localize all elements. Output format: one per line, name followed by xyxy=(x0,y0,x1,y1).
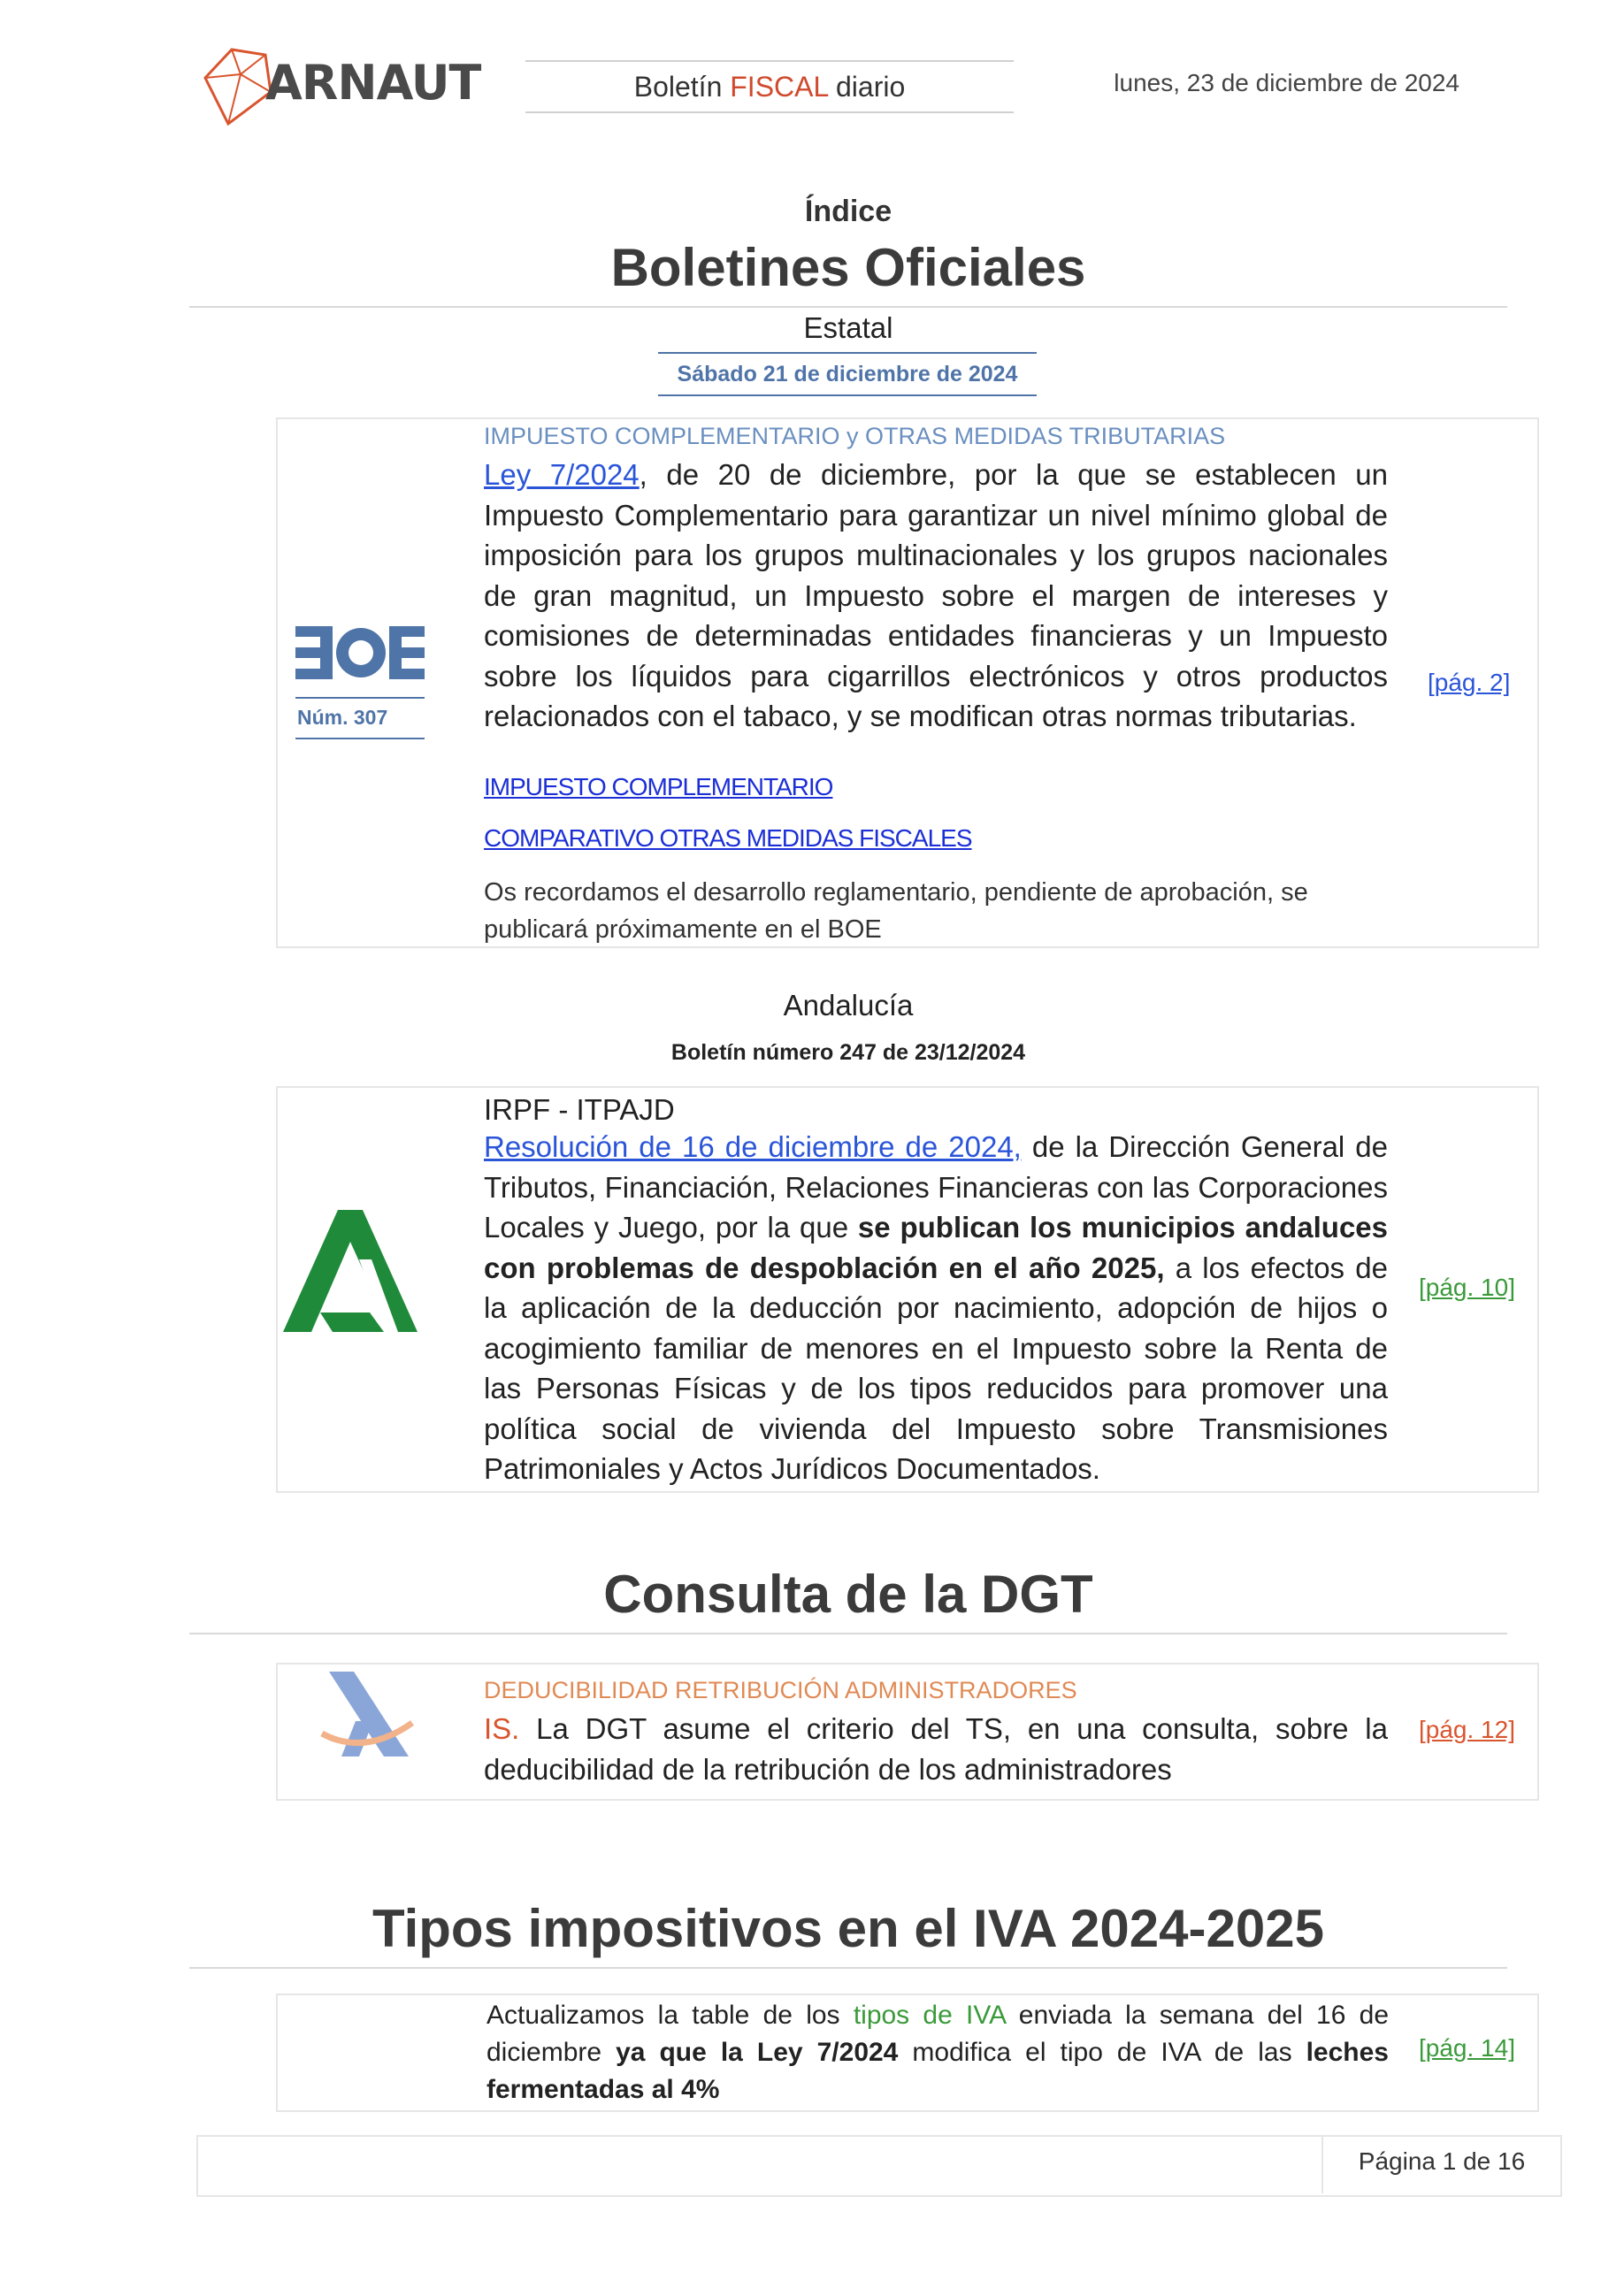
boe-date: Sábado 21 de diciembre de 2024 xyxy=(658,352,1037,396)
sub-link-comparativo[interactable]: COMPARATIVO OTRAS MEDIDAS FISCALES xyxy=(484,824,972,852)
boe-logo xyxy=(295,624,425,681)
divider xyxy=(189,1633,1507,1634)
section-heading-iva: Tipos impositivos en el IVA 2024-2025 xyxy=(372,1899,1324,1958)
boe-category: IMPUESTO COMPLEMENTARIO y OTRAS MEDIDAS TRIBUTARIAS xyxy=(484,423,1226,449)
sub-link-impuesto-complementario[interactable]: IMPUESTO COMPLEMENTARIO xyxy=(484,773,833,800)
andalucia-bulletin: Boletín número 247 de 23/12/2024 xyxy=(670,1040,1026,1065)
boe-note: Os recordamos el desarrollo reglamentario, pendiente de aprobación, se publicará próximamente en el BOE xyxy=(484,878,1308,944)
boe-rule xyxy=(295,697,425,699)
estatal-label: Estatal xyxy=(803,311,893,344)
page-number: Página 1 de 16 xyxy=(1358,2147,1526,2175)
index-label: Índice xyxy=(804,195,892,228)
page-ref-link[interactable]: [pág. 14] xyxy=(1419,2034,1515,2062)
andalucia-label: Andalucía xyxy=(783,989,914,1022)
section-heading-boletines: Boletines Oficiales xyxy=(610,238,1086,297)
andalucia-summary: Resolución de 16 de diciembre de 2024, de la Dirección General de Tributos, Financiación, Relaciones Financieras con las Corporaciones Locales y Juego, por la que se publican los municipios andaluces con problemas de despoblación en el año 2025, a los efectos de la aplicación de la deducción por nacimiento, adopción de hijos o acogimiento familiar de menores en el Impuesto sobre la Renta de las Personas Físicas y de los tipos reducidos para promover una política social de vivienda del Impuesto sobre Transmisiones Patrimoniales y Actos Jurídicos Documentados. xyxy=(484,1130,1389,1485)
resolucion-link[interactable]: Resolución de 16 de diciembre de 2024, xyxy=(484,1130,1022,1163)
section-heading-dgt: Consulta de la DGT xyxy=(603,1565,1093,1624)
andalucia-category: IRPF - ITPAJD xyxy=(484,1093,675,1126)
page-ref-link[interactable]: [pág. 2] xyxy=(1428,669,1511,696)
boe-rule xyxy=(295,738,425,739)
footer-separator xyxy=(1321,2135,1323,2193)
header-date: lunes, 23 de diciembre de 2024 xyxy=(1114,69,1459,96)
page-ref-link[interactable]: [pág. 12] xyxy=(1419,1716,1515,1743)
dgt-category: DEDUCIBILIDAD RETRIBUCIÓN ADMINISTRADORES xyxy=(484,1677,1077,1703)
logo-text: ARNAUT xyxy=(265,55,481,111)
iva-summary: Actualizamos la table de los tipos de IVA enviada la semana del 16 de diciembre ya que la Ley 7/2024 modifica el tipo de IVA de las leches fermentadas al 4% xyxy=(486,2001,1390,2104)
divider xyxy=(189,1967,1507,1969)
junta-andalucia-logo xyxy=(283,1206,417,1332)
divider xyxy=(189,306,1507,308)
newsletter-title: Boletín FISCAL diario xyxy=(525,60,1014,113)
page-ref-link[interactable]: [pág. 10] xyxy=(1419,1274,1515,1301)
aeat-logo xyxy=(320,1672,419,1760)
boe-summary: Ley 7/2024, de 20 de diciembre, por la que se establecen un Impuesto Complementario para garantizar un nivel mínimo global de imposición para los grupos multinacionales y los grupos nacionales de gran magnitud, un Impuesto sobre el margen de intereses y comisiones de determinadas entidades financieras y un Impuesto sobre los líquidos para cigarrillos electrónicos y otros productos relacionados con el tabaco, y se modifican otras normas tributarias. xyxy=(484,458,1389,732)
law-link[interactable]: Ley 7/2024 xyxy=(484,458,640,491)
tipos-iva-link[interactable]: tipos de IVA xyxy=(853,2001,1006,2030)
dgt-summary: IS. La DGT asume el criterio del TS, en una consulta, sobre la deducibilidad de la retribución de los administradores xyxy=(484,1712,1388,1786)
boe-number: Núm. 307 xyxy=(297,706,388,729)
